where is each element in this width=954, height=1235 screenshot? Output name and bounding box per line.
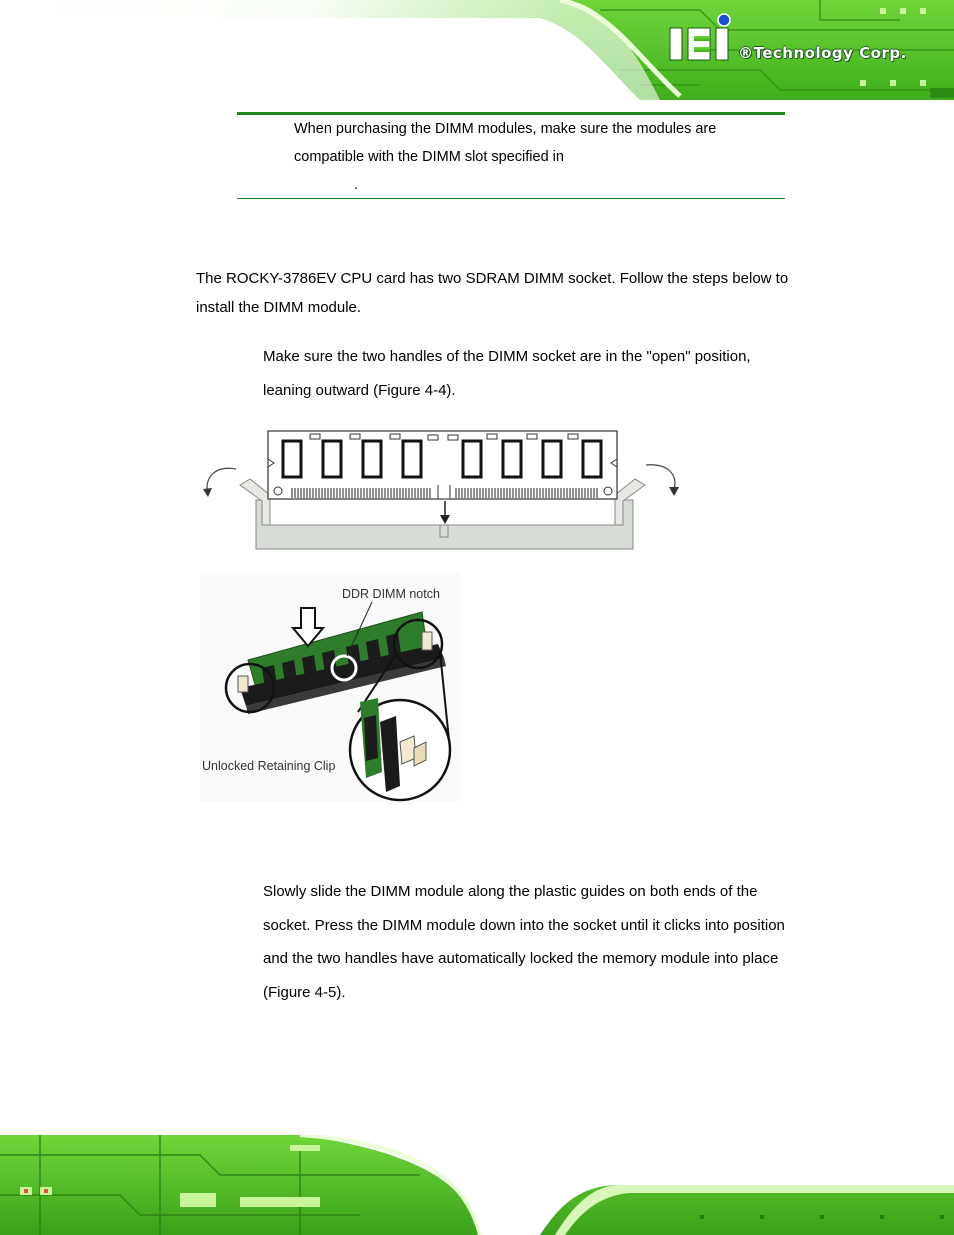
step2-line-1: Slowly slide the DIMM module along the plastic guides on both ends of the [263, 883, 758, 900]
note-line-3: . [354, 177, 359, 193]
note-line-1: When purchasing the DIMM modules, make sure the modules are [294, 121, 717, 137]
step2-line-3: and the two handles have automatically locked the memory module into place [263, 950, 779, 967]
dimm-socket-illustration [200, 425, 685, 555]
clip-label: Unlocked Retaining Clip [202, 759, 336, 773]
step1-line-2: leaning outward (Figure 4-4). [263, 382, 456, 399]
dimm-socket-diagram [200, 425, 685, 555]
note-line-2: compatible with the DIMM slot specified in [294, 149, 564, 165]
step2-line-4: (Figure 4-5). [263, 984, 346, 1001]
header-banner [0, 0, 954, 100]
left-open-arrow-icon [207, 468, 236, 493]
step1-line-1: Make sure the two handles of the DIMM socket are in the "open" position, [263, 348, 751, 365]
dimm-installation-figure [200, 572, 460, 802]
footer-banner [0, 1135, 954, 1235]
intro-line-1: The ROCKY-3786EV CPU card has two SDRAM DIMM socket. Follow the steps below to [196, 270, 789, 287]
intro-line-2: install the DIMM module. [196, 299, 362, 316]
note-top-rule [237, 112, 785, 115]
footer-pcb-graphic [0, 1135, 954, 1235]
step2-line-2: socket. Press the DIMM module down into the socket until it clicks into position [263, 917, 785, 934]
note-box [237, 112, 785, 200]
right-open-arrow-icon [646, 465, 675, 489]
company-logo-text: ®Technology Corp. [738, 44, 907, 62]
note-bottom-rule [237, 198, 785, 199]
notch-label: DDR DIMM notch [342, 587, 440, 601]
